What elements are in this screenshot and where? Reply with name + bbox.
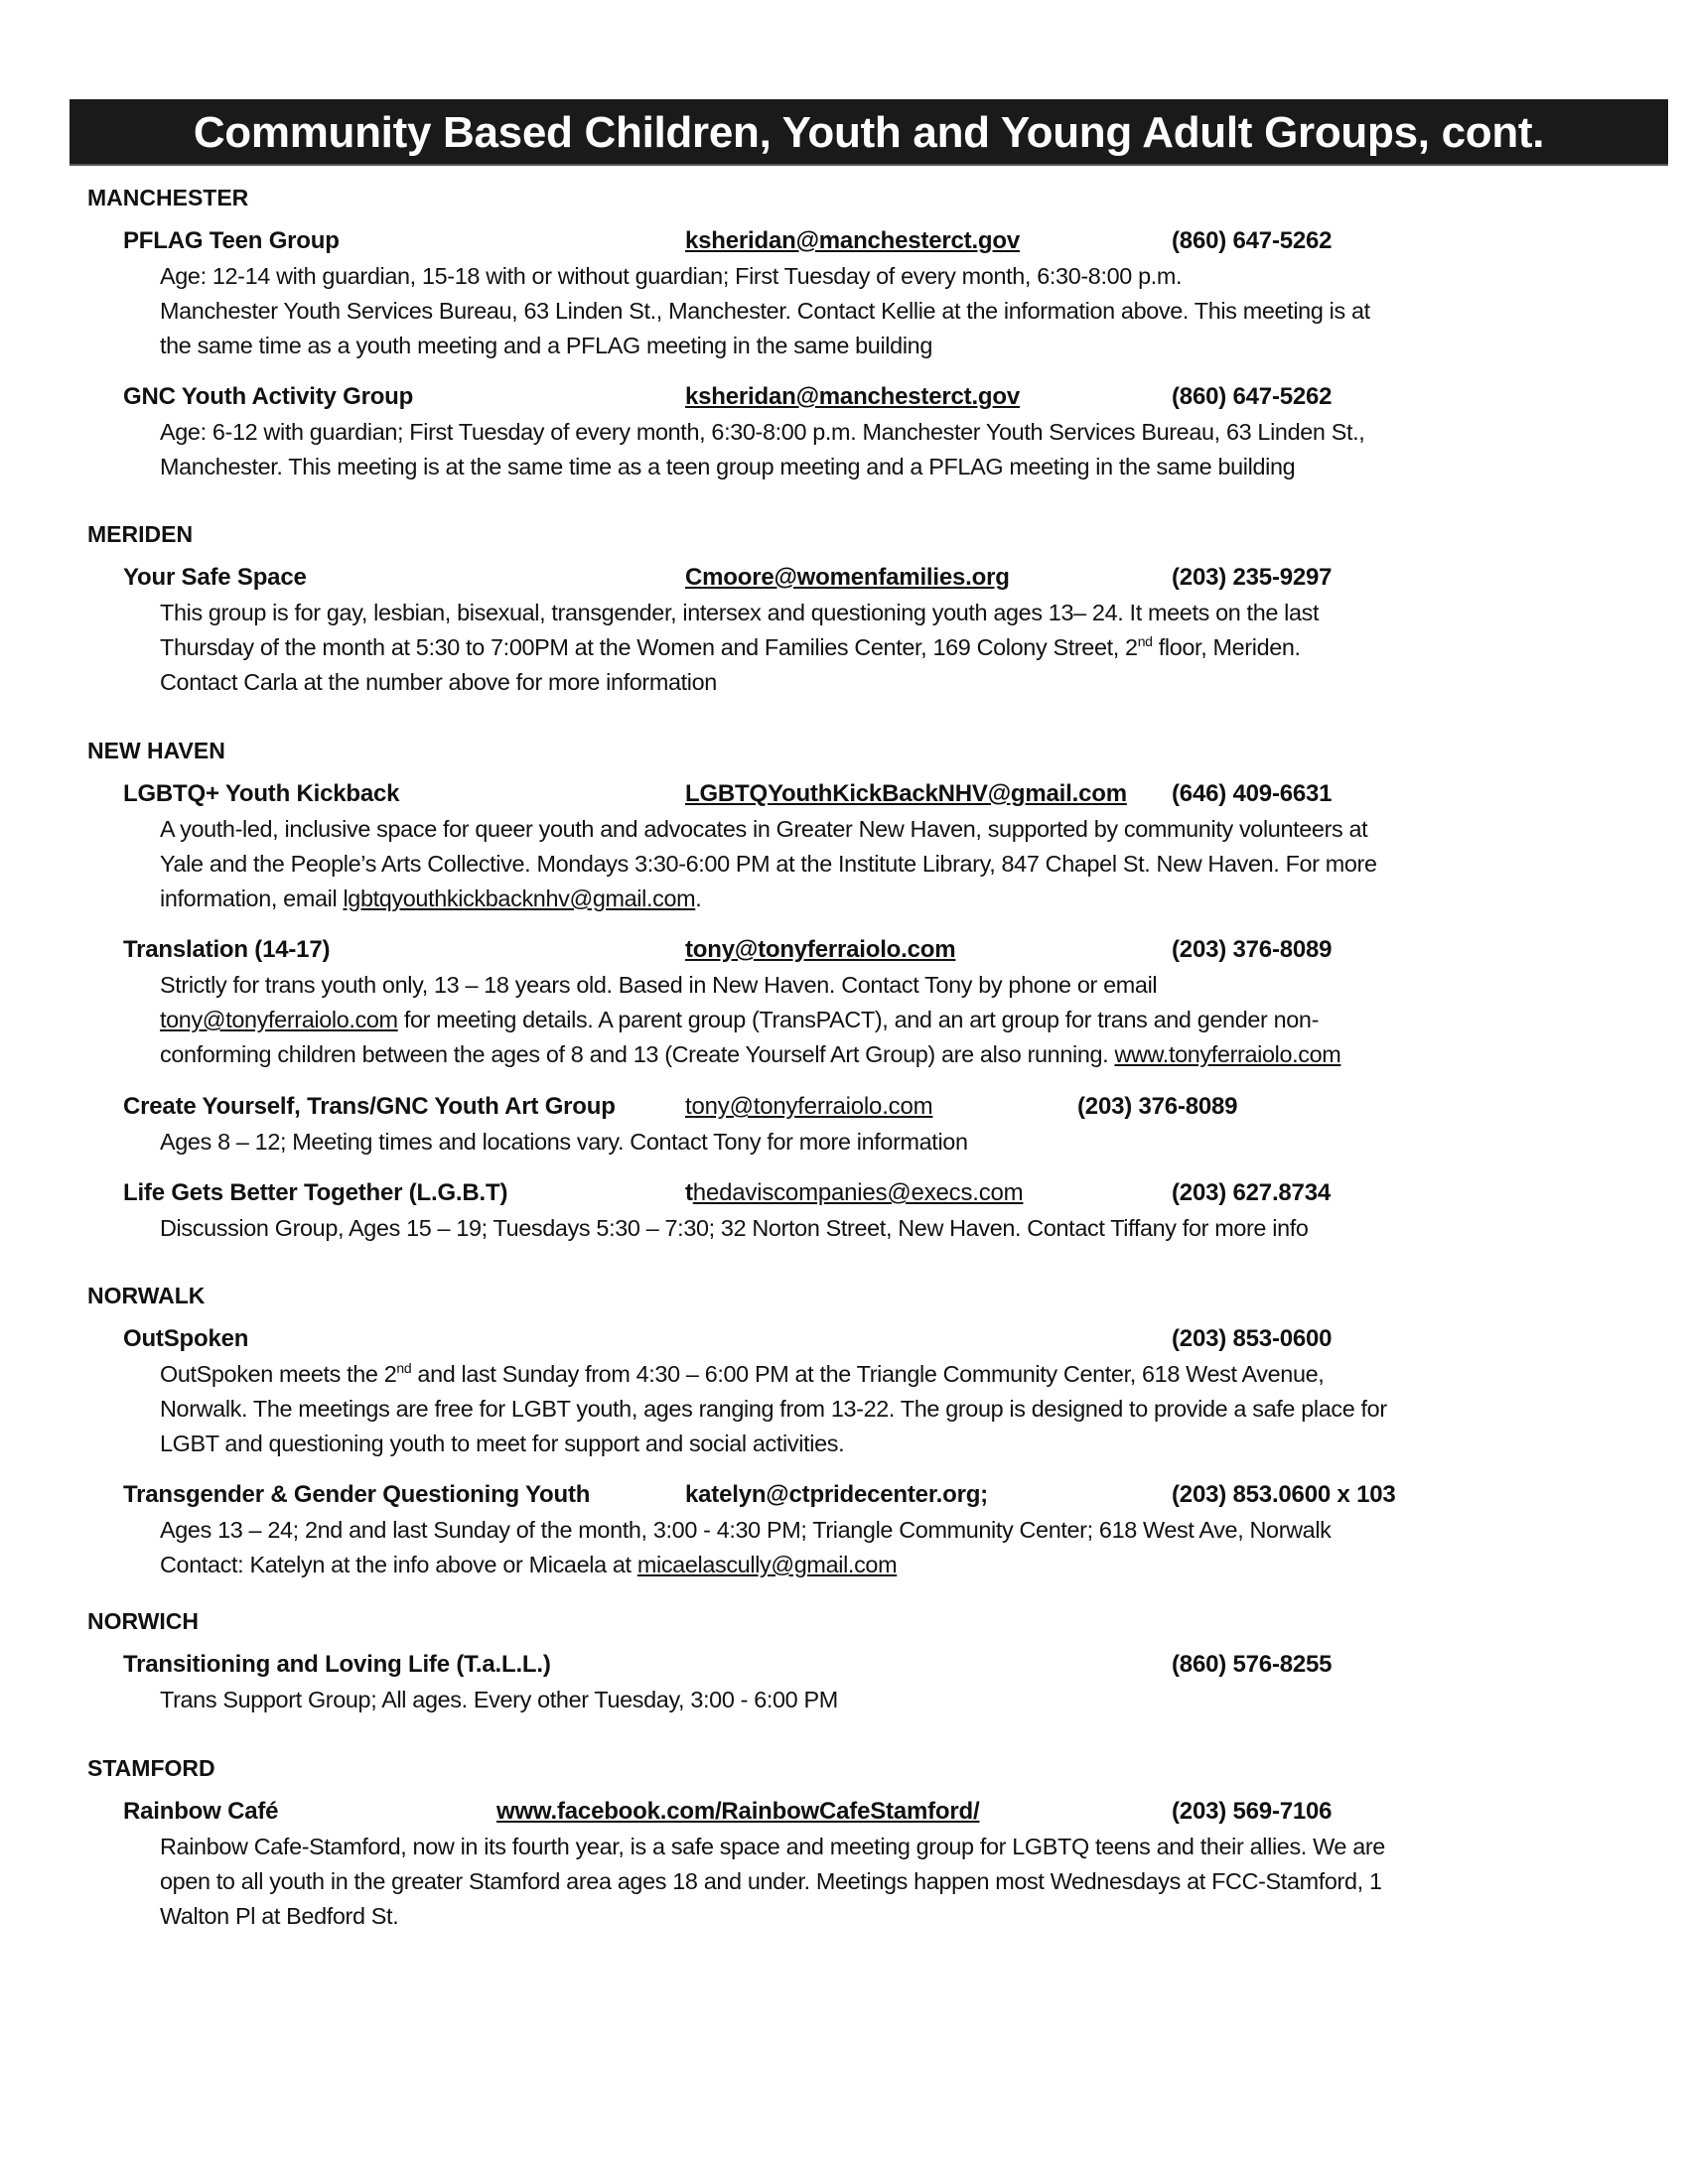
group-email-link[interactable]: LGBTQYouthKickBackNHV@gmail.com <box>685 780 1127 807</box>
group-website-link[interactable]: www.facebook.com/RainbowCafeStamford/ <box>496 1798 980 1825</box>
ordinal-suffix: nd <box>1137 633 1153 650</box>
group-name: GNC Youth Activity Group <box>123 383 414 410</box>
group-email-link[interactable]: ksheridan@manchesterct.gov <box>685 383 1020 410</box>
text-run: information, email <box>160 886 344 911</box>
group-description-line: Age: 12-14 with guardian, 15-18 with or without guardian; First Tuesday of every month, 6:30-8:00 p.m. <box>160 263 1183 289</box>
group-email-link[interactable]: tony@tonyferraiolo.com <box>685 936 956 963</box>
group-name: Transitioning and Loving Life (T.a.L.L.) <box>123 1651 551 1678</box>
ordinal-suffix: nd <box>396 1360 412 1377</box>
group-description-line: Contact Carla at the number above for more information <box>160 669 717 695</box>
title-bar <box>70 99 1668 166</box>
group-description-line <box>160 1550 897 1579</box>
group-description-line <box>160 1005 1319 1034</box>
group-email-link[interactable]: hedaviscompanies@execs.com <box>692 1179 1024 1206</box>
group-email-link[interactable]: ksheridan@manchesterct.gov <box>685 227 1020 254</box>
group-description-line: Yale and the People’s Arts Collective. Mondays 3:30-6:00 PM at the Institute Library, 847 Chapel St. New Haven. For more <box>160 851 1377 877</box>
city-heading-stamford: STAMFORD <box>87 1755 215 1781</box>
group-name: Rainbow Café <box>123 1798 279 1825</box>
group-name: LGBTQ+ Youth Kickback <box>123 780 400 807</box>
group-description-line: the same time as a youth meeting and a PFLAG meeting in the same building <box>160 333 932 358</box>
group-phone: (203) 376-8089 <box>1172 936 1333 963</box>
group-email-link[interactable]: Cmoore@womenfamilies.org <box>685 564 1010 591</box>
group-description-line: A youth-led, inclusive space for queer youth and advocates in Greater New Haven, supported by community volunteers at <box>160 816 1368 842</box>
group-name: Create Yourself, Trans/GNC Youth Art Group <box>123 1093 616 1120</box>
group-description-line <box>160 1359 1324 1389</box>
text-run: OutSpoken meets the 2 <box>160 1361 397 1387</box>
group-name: Your Safe Space <box>123 564 307 591</box>
text-run: and last Sunday from 4:30 – 6:00 PM at the Triangle Community Center, 618 West Avenue, <box>411 1361 1325 1387</box>
group-description-line: Age: 6-12 with guardian; First Tuesday of every month, 6:30-8:00 p.m. Manchester Youth Services Bureau, 63 Linden St., <box>160 419 1365 445</box>
group-description-line: Ages 13 – 24; 2nd and last Sunday of the month, 3:00 - 4:30 PM; Triangle Community Center; 618 West Ave, Norwalk <box>160 1517 1332 1543</box>
email-first-letter: t <box>685 1179 693 1206</box>
text-run: conforming children between the ages of 8 and 13 (Create Yourself Art Group) are also running. <box>160 1041 1115 1067</box>
group-description-line: Strictly for trans youth only, 13 – 18 years old. Based in New Haven. Contact Tony by phone or email <box>160 972 1158 998</box>
group-description-line: Norwalk. The meetings are free for LGBT youth, ages ranging from 13-22. The group is designed to provide a safe place for <box>160 1396 1387 1422</box>
group-phone: (203) 376-8089 <box>1077 1093 1238 1120</box>
group-description-line: Manchester. This meeting is at the same time as a teen group meeting and a PFLAG meeting in the same building <box>160 454 1296 479</box>
page-title: Community Based Children, Youth and Young Adult Groups, cont. <box>193 108 1545 157</box>
group-name: OutSpoken <box>123 1325 249 1352</box>
group-name: Translation (14-17) <box>123 936 331 963</box>
group-name: Transgender & Gender Questioning Youth <box>123 1481 591 1508</box>
group-description-line <box>160 1039 1340 1069</box>
inline-website-link[interactable]: www.tonyferraiolo.com <box>1114 1041 1341 1067</box>
group-email-link[interactable]: tony@tonyferraiolo.com <box>685 1093 933 1120</box>
text-run: Contact: Katelyn at the info above or Micaela at <box>160 1552 637 1577</box>
group-description-line: Rainbow Cafe-Stamford, now in its fourth year, is a safe space and meeting group for LGBTQ teens and their allies. We are <box>160 1834 1385 1859</box>
group-phone: (203) 853.0600 x 103 <box>1172 1481 1396 1508</box>
group-phone: (203) 235-9297 <box>1172 564 1333 591</box>
group-phone: (860) 647-5262 <box>1172 227 1333 254</box>
group-description-line <box>160 884 701 913</box>
group-description-line: Discussion Group, Ages 15 – 19; Tuesdays 5:30 – 7:30; 32 Norton Street, New Haven. Contact Tiffany for more info <box>160 1215 1309 1241</box>
inline-email-link[interactable]: lgbtqyouthkickbacknhv@gmail.com <box>343 886 696 911</box>
group-description-line: Trans Support Group; All ages. Every other Tuesday, 3:00 - 6:00 PM <box>160 1687 838 1712</box>
text-run: for meeting details. A parent group (TransPACT), and an art group for trans and gender non- <box>397 1007 1320 1032</box>
group-phone: (860) 647-5262 <box>1172 383 1333 410</box>
group-email <box>685 1178 1023 1208</box>
group-email: katelyn@ctpridecenter.org; <box>685 1481 988 1508</box>
text-run: . <box>695 886 702 911</box>
city-heading-new-haven: NEW HAVEN <box>87 738 225 763</box>
group-description-line: open to all youth in the greater Stamford area ages 18 and under. Meetings happen most Wednesdays at FCC-Stamford, 1 <box>160 1868 1382 1894</box>
text-run: floor, Meriden. <box>1152 634 1301 660</box>
group-description-line <box>160 632 1301 662</box>
group-description-line: Ages 8 – 12; Meeting times and locations vary. Contact Tony for more information <box>160 1129 968 1155</box>
group-phone: (860) 576-8255 <box>1172 1651 1333 1678</box>
city-heading-norwalk: NORWALK <box>87 1283 206 1308</box>
text-run: Thursday of the month at 5:30 to 7:00PM at the Women and Families Center, 169 Colony Street, 2 <box>160 634 1138 660</box>
group-phone: (203) 569-7106 <box>1172 1798 1333 1825</box>
city-heading-manchester: MANCHESTER <box>87 185 249 210</box>
group-name: Life Gets Better Together (L.G.B.T) <box>123 1179 508 1206</box>
group-description-line: LGBT and questioning youth to meet for support and social activities. <box>160 1431 845 1456</box>
group-description-line: Walton Pl at Bedford St. <box>160 1903 399 1929</box>
group-description-line: Manchester Youth Services Bureau, 63 Linden St., Manchester. Contact Kellie at the information above. This meeting is at <box>160 298 1370 324</box>
group-phone: (203) 853-0600 <box>1172 1325 1333 1352</box>
inline-email-link[interactable]: micaelascully@gmail.com <box>636 1552 898 1577</box>
city-heading-norwich: NORWICH <box>87 1608 200 1634</box>
group-phone: (203) 627.8734 <box>1172 1179 1331 1206</box>
group-description-line: This group is for gay, lesbian, bisexual, transgender, intersex and questioning youth ages 13– 24. It meets on the last <box>160 600 1320 625</box>
city-heading-meriden: MERIDEN <box>87 521 194 547</box>
group-phone: (646) 409-6631 <box>1172 780 1333 807</box>
group-name: PFLAG Teen Group <box>123 227 340 254</box>
inline-email-link[interactable]: tony@tonyferraiolo.com <box>160 1007 398 1032</box>
